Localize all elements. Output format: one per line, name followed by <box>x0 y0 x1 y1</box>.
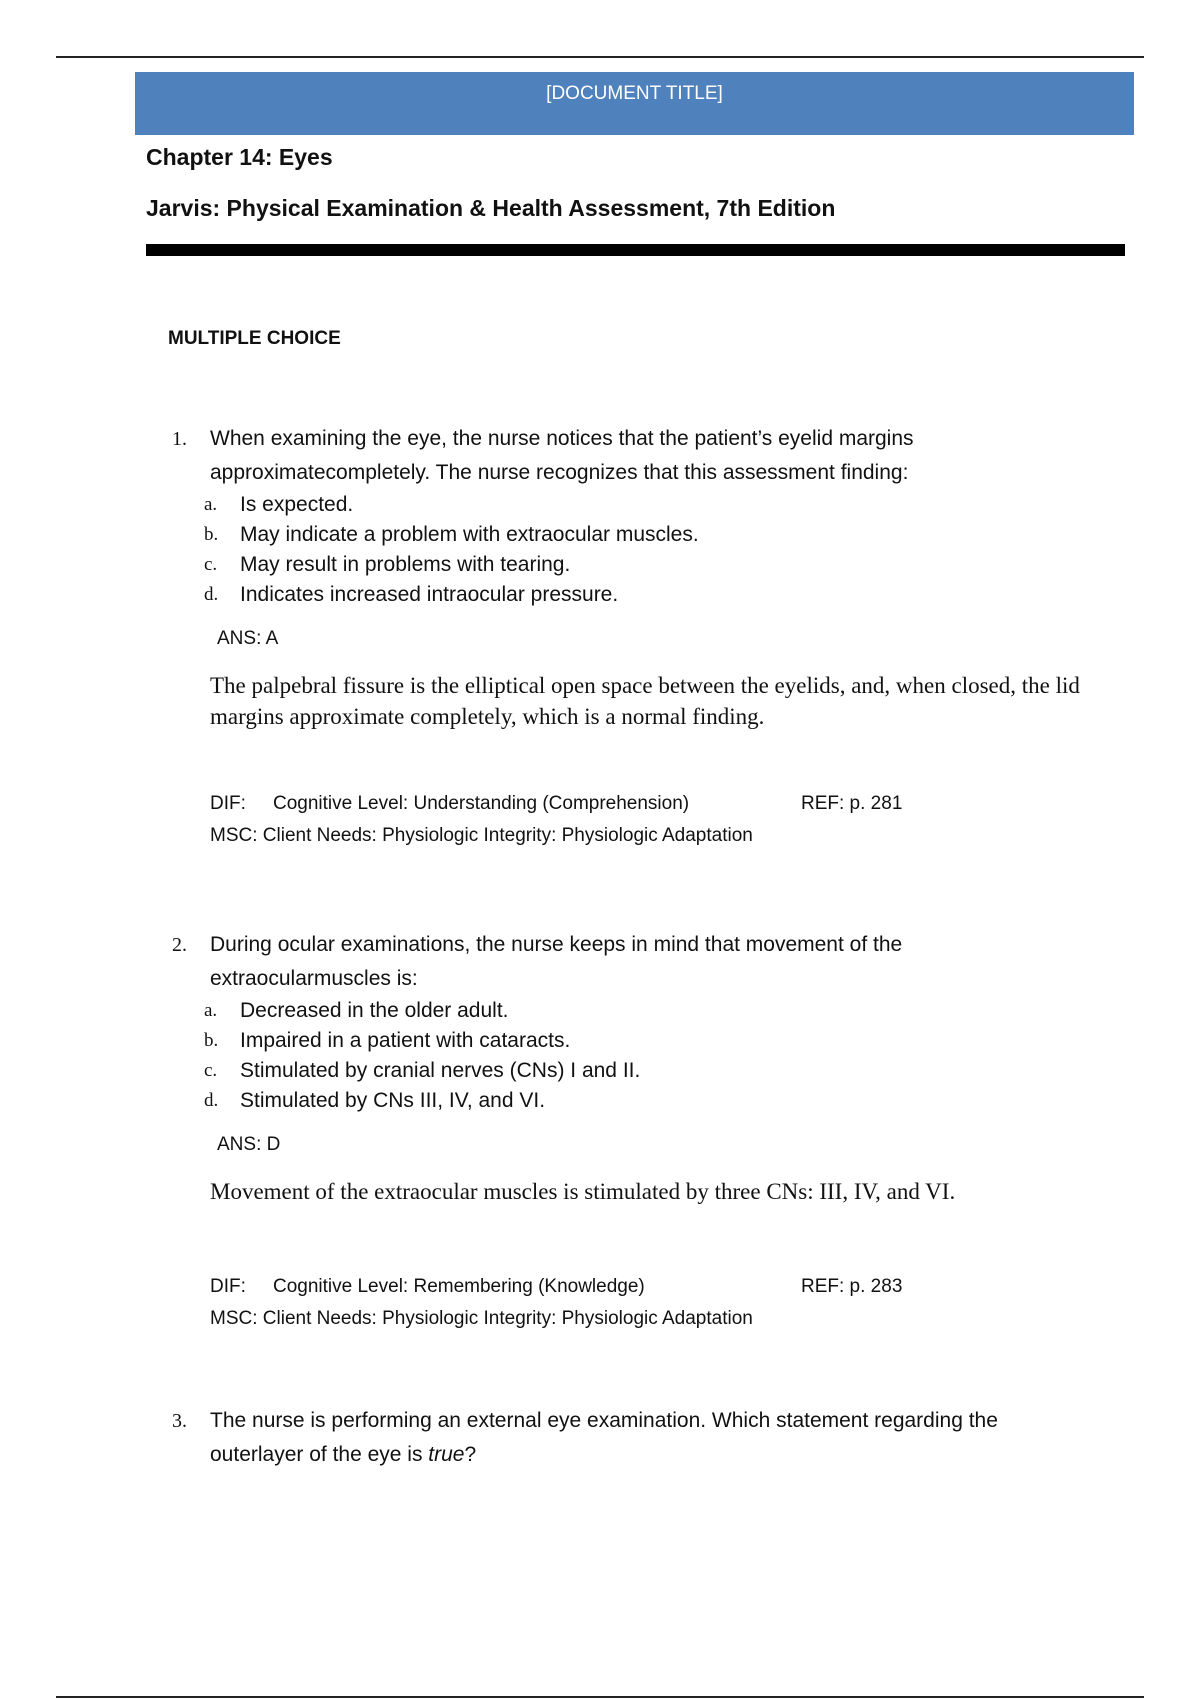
question-number: 2. <box>172 934 187 956</box>
section-heading: MULTIPLE CHOICE <box>168 328 341 349</box>
question-number: 1. <box>172 428 187 450</box>
page-reference: REF: p. 283 <box>801 1276 903 1297</box>
client-needs: MSC: Client Needs: Physiologic Integrity: Physiologic Adaptation <box>210 1308 753 1329</box>
option-list <box>172 490 1132 610</box>
option-b: b. May indicate a problem with extraocular muscles. <box>204 523 699 546</box>
question-stem: The nurse is performing an external eye examination. Which statement regarding the outerlayer of the eye is true? <box>210 1409 998 1466</box>
header-divider <box>146 244 1125 256</box>
question-number: 3. <box>172 1410 187 1432</box>
option-b: b. Impaired in a patient with cataracts. <box>204 1029 571 1052</box>
option-list <box>172 996 1132 1116</box>
option-c: c. Stimulated by cranial nerves (CNs) I and II. <box>204 1059 641 1082</box>
option-a: a. Is expected. <box>204 493 354 516</box>
cognitive-level: Cognitive Level: Remembering (Knowledge) <box>273 1276 645 1297</box>
document-title-banner <box>135 72 1134 135</box>
answer-key: ANS: A <box>217 628 279 649</box>
option-a: a. Decreased in the older adult. <box>204 999 509 1022</box>
dif-label: DIF: <box>210 1276 246 1297</box>
chapter-title: Chapter 14: Eyes <box>146 144 333 170</box>
cognitive-level: Cognitive Level: Understanding (Comprehension) <box>273 793 690 814</box>
emphasis-true: true <box>428 1443 465 1466</box>
book-title: Jarvis: Physical Examination & Health Assessment, 7th Edition <box>146 195 836 221</box>
question-1 <box>172 422 1132 852</box>
question-3 <box>172 1404 1132 1472</box>
rationale: The palpebral fissure is the elliptical open space between the eyelids, and, when closed, the lid margins approximate completely, which is a normal finding. <box>210 673 1080 729</box>
top-rule <box>56 56 1144 58</box>
page-reference: REF: p. 281 <box>801 793 903 814</box>
option-d: d. Stimulated by CNs III, IV, and VI. <box>204 1089 546 1112</box>
option-c: c. May result in problems with tearing. <box>204 553 571 576</box>
question-stem: During ocular examinations, the nurse keeps in mind that movement of the extraocularmuscles is: <box>210 933 903 990</box>
bottom-rule <box>56 1696 1144 1698</box>
rationale: Movement of the extraocular muscles is stimulated by three CNs: III, IV, and VI. <box>210 1179 956 1204</box>
question-2 <box>172 928 1132 1335</box>
document-title: [DOCUMENT TITLE] <box>546 83 723 104</box>
question-metadata <box>210 1271 1132 1335</box>
question-stem: When examining the eye, the nurse notices that the patient’s eyelid margins approximatecompletely. The nurse recognizes that this assessment finding: <box>210 427 914 484</box>
option-d: d. Indicates increased intraocular pressure. <box>204 583 619 606</box>
dif-label: DIF: <box>210 793 246 814</box>
question-metadata <box>210 788 1132 852</box>
client-needs: MSC: Client Needs: Physiologic Integrity: Physiologic Adaptation <box>210 825 753 846</box>
answer-key: ANS: D <box>217 1134 281 1155</box>
